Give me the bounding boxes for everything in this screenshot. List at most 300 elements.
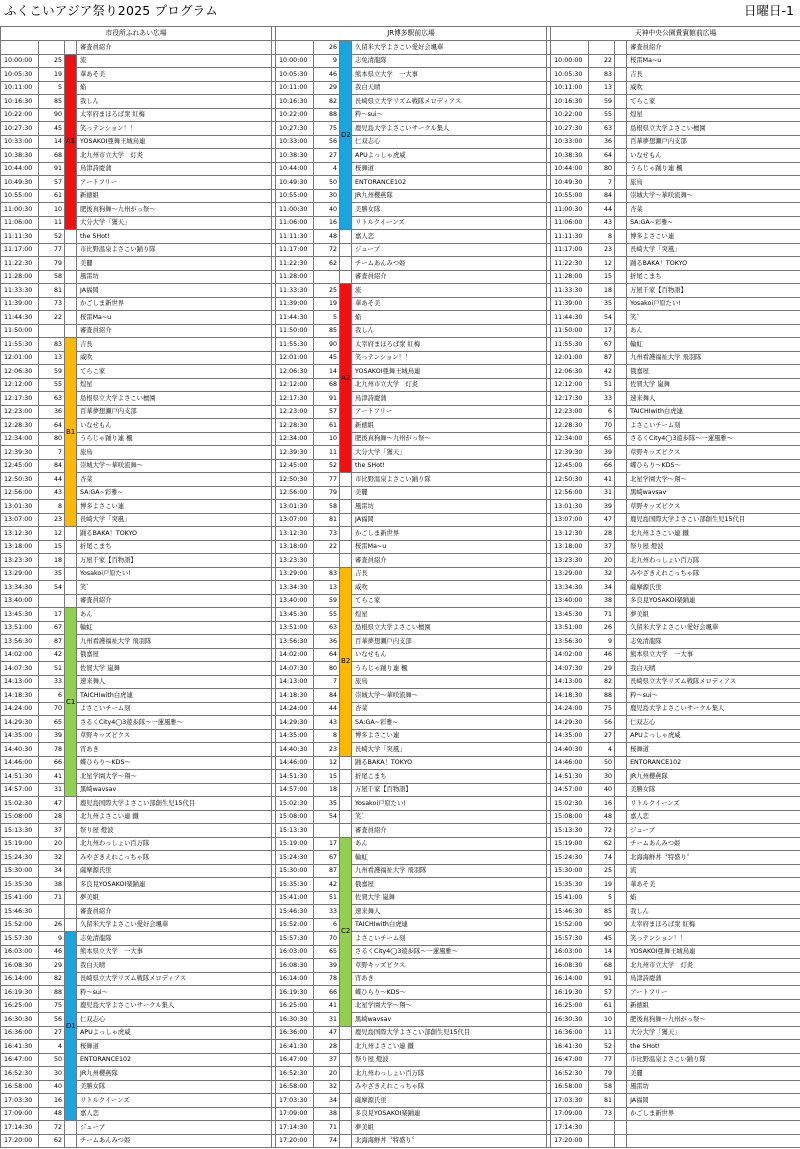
schedule-row bbox=[1, 473, 800, 487]
team-name: 多良見YOSAKOI楽踊連 bbox=[627, 594, 800, 608]
start-time: 11:00:30 bbox=[1, 203, 39, 217]
group-cell bbox=[340, 473, 352, 487]
team-name: あん bbox=[627, 324, 800, 338]
team-number: 8 bbox=[589, 230, 615, 244]
group-cell bbox=[615, 783, 627, 797]
start-time: 13:34:30 bbox=[551, 581, 589, 595]
schedule-row bbox=[1, 419, 800, 433]
start-time: 12:45:00 bbox=[1, 459, 39, 473]
group-cell bbox=[615, 405, 627, 419]
group-cell bbox=[615, 68, 627, 82]
start-time: 10:27:30 bbox=[551, 122, 589, 136]
group-cell bbox=[340, 1053, 352, 1067]
start-time: 13:01:30 bbox=[1, 500, 39, 514]
team-number: 81 bbox=[39, 284, 65, 298]
start-time: 17:20:00 bbox=[551, 1134, 589, 1148]
schedule-row bbox=[1, 1053, 800, 1067]
start-time: 11:06:00 bbox=[276, 216, 314, 230]
team-name: JA福岡 bbox=[352, 513, 547, 527]
group-cell bbox=[615, 810, 627, 824]
team-number: 12 bbox=[589, 257, 615, 271]
team-name: 久留米大学よさこい愛好会颯華 bbox=[77, 918, 272, 932]
start-time: 16:52:30 bbox=[1, 1067, 39, 1081]
team-number: 33 bbox=[314, 905, 340, 919]
start-time: 11:00:30 bbox=[551, 203, 589, 217]
team-name: 速来舞人 bbox=[352, 905, 547, 919]
team-name: ENTORANCE102 bbox=[352, 176, 547, 190]
start-time: 11:44:30 bbox=[276, 311, 314, 325]
start-time: 12:12:00 bbox=[1, 378, 39, 392]
team-name: よさこいチーム刻 bbox=[352, 932, 547, 946]
team-number: 9 bbox=[589, 635, 615, 649]
start-time: 14:40:30 bbox=[276, 743, 314, 757]
team-name: 百華夢想瀬戸内支部 bbox=[77, 405, 272, 419]
start-time: 16:03:00 bbox=[551, 945, 589, 959]
team-name: 煌星 bbox=[77, 378, 272, 392]
team-name bbox=[627, 1121, 800, 1135]
team-name: かごしま新世界 bbox=[77, 297, 272, 311]
group-badge: C1 bbox=[65, 608, 77, 797]
start-time: 10:44:00 bbox=[276, 162, 314, 176]
team-number: 67 bbox=[314, 851, 340, 865]
team-number: 36 bbox=[39, 405, 65, 419]
start-time: 14:29:30 bbox=[276, 716, 314, 730]
team-name: 輪虹 bbox=[352, 851, 547, 865]
start-time: 12:28:30 bbox=[1, 419, 39, 433]
team-name: 熊本県立大学 一大事 bbox=[352, 68, 547, 82]
team-name: 肥後真狗舞～九州がっ祭～ bbox=[352, 432, 547, 446]
team-name: 万屋千家【百物語】 bbox=[77, 554, 272, 568]
group-cell bbox=[615, 581, 627, 595]
team-name: 美勝女隊 bbox=[627, 783, 800, 797]
group-cell bbox=[615, 540, 627, 554]
start-time: 11:11:30 bbox=[1, 230, 39, 244]
team-name: 吉長 bbox=[77, 338, 272, 352]
schedule-row bbox=[1, 1040, 800, 1054]
team-name: 鹿児島大学よさこいサークル集人 bbox=[627, 702, 800, 716]
team-name: 長崎大学「突風」 bbox=[77, 513, 272, 527]
team-name: 崇城大学～華咲流舞～ bbox=[352, 689, 547, 703]
team-name: JA福岡 bbox=[627, 1094, 800, 1108]
start-time: 17:14:30 bbox=[276, 1121, 314, 1135]
team-number: 30 bbox=[39, 1067, 65, 1081]
team-name: 夢美組 bbox=[77, 891, 272, 905]
start-time: 12:06:30 bbox=[1, 365, 39, 379]
team-name: 夢美組 bbox=[352, 1121, 547, 1135]
team-number: 52 bbox=[589, 1040, 615, 1054]
schedule-row bbox=[1, 878, 800, 892]
team-name: 草野キッズピクス bbox=[77, 729, 272, 743]
start-time: 14:07:30 bbox=[1, 662, 39, 676]
schedule-row bbox=[1, 1094, 800, 1108]
start-time: 13:51:00 bbox=[276, 621, 314, 635]
team-name: 万屋千家【百物語】 bbox=[352, 783, 547, 797]
team-name: うらじゃ踊り連 楓 bbox=[77, 432, 272, 446]
start-time: 12:34:00 bbox=[276, 432, 314, 446]
team-name: 太宰府まほろば衆 紅梅 bbox=[352, 338, 547, 352]
start-time: 12:45:00 bbox=[551, 459, 589, 473]
group-cell bbox=[615, 770, 627, 784]
group-cell bbox=[615, 338, 627, 352]
team-name: 美麗 bbox=[77, 257, 272, 271]
group-cell bbox=[65, 540, 77, 554]
team-name: 鹿児島国際大学よさこい部創生児15代目 bbox=[352, 1026, 547, 1040]
start-time: 14:35:00 bbox=[276, 729, 314, 743]
start-time: 12:23:00 bbox=[276, 405, 314, 419]
team-number: 68 bbox=[314, 378, 340, 392]
schedule-row bbox=[1, 338, 800, 352]
team-number bbox=[39, 594, 65, 608]
start-time: 16:30:30 bbox=[276, 1013, 314, 1027]
start-time: 13:40:00 bbox=[551, 594, 589, 608]
team-name: 蝶ひらり～KDS～ bbox=[352, 986, 547, 1000]
team-name: ジューブ bbox=[77, 1121, 272, 1135]
team-name: 長崎大学「突風」 bbox=[352, 743, 547, 757]
team-number: 38 bbox=[589, 594, 615, 608]
group-badge: A1 bbox=[65, 54, 77, 230]
schedule-row bbox=[1, 311, 800, 325]
team-name: 華あそ美 bbox=[627, 878, 800, 892]
start-time: 15:24:30 bbox=[276, 851, 314, 865]
schedule-row bbox=[1, 189, 800, 203]
schedule-row bbox=[1, 324, 800, 338]
start-time: 12:56:00 bbox=[276, 486, 314, 500]
team-name: さるくCity4◯3遊歩隊～一蓮風雅～ bbox=[77, 716, 272, 730]
team-name: 折尾こまち bbox=[352, 770, 547, 784]
start-time: 14:24:00 bbox=[551, 702, 589, 716]
team-number: 40 bbox=[39, 1080, 65, 1094]
team-number: 26 bbox=[589, 621, 615, 635]
team-name: ENTORANCE102 bbox=[77, 1053, 272, 1067]
team-number: 65 bbox=[589, 432, 615, 446]
schedule-row bbox=[1, 905, 800, 919]
start-time: 15:02:30 bbox=[551, 797, 589, 811]
start-time: 10:05:30 bbox=[276, 68, 314, 82]
start-time: 16:36:00 bbox=[551, 1026, 589, 1040]
team-name: いなせもん bbox=[77, 419, 272, 433]
team-number: 75 bbox=[589, 702, 615, 716]
start-time: 11:55:30 bbox=[276, 338, 314, 352]
group-cell bbox=[340, 783, 352, 797]
schedule-row bbox=[1, 648, 800, 662]
start-time: 15:30:00 bbox=[276, 864, 314, 878]
schedule-row bbox=[1, 945, 800, 959]
schedule-row bbox=[1, 392, 800, 406]
schedule-row bbox=[1, 81, 800, 95]
start-time: 12:39:30 bbox=[276, 446, 314, 460]
start-time: 10:27:30 bbox=[1, 122, 39, 136]
schedule-row bbox=[1, 459, 800, 473]
group-cell bbox=[615, 986, 627, 1000]
team-name: 踊るBAKA！TOKYO bbox=[77, 527, 272, 541]
start-time: 10:22:00 bbox=[1, 108, 39, 122]
schedule-row bbox=[1, 702, 800, 716]
start-time: 16:30:30 bbox=[1, 1013, 39, 1027]
group-cell bbox=[615, 1067, 627, 1081]
team-number: 36 bbox=[589, 135, 615, 149]
start-time: 10:38:30 bbox=[276, 149, 314, 163]
start-time: 12:56:00 bbox=[551, 486, 589, 500]
start-time: 17:03:30 bbox=[276, 1094, 314, 1108]
group-cell bbox=[615, 446, 627, 460]
team-name: YOSAKOI亜舞王城鳥連 bbox=[77, 135, 272, 149]
team-number bbox=[589, 1121, 615, 1135]
schedule-row bbox=[1, 743, 800, 757]
team-number: 39 bbox=[589, 446, 615, 460]
team-number: 85 bbox=[314, 324, 340, 338]
team-name: 踊るBAKA！TOKYO bbox=[352, 756, 547, 770]
team-number: 14 bbox=[39, 135, 65, 149]
team-number: 39 bbox=[589, 500, 615, 514]
schedule-row bbox=[1, 797, 800, 811]
group-cell bbox=[615, 864, 627, 878]
team-name: 志免清龍隊 bbox=[352, 54, 547, 68]
team-name: 美麗 bbox=[352, 486, 547, 500]
group-cell bbox=[615, 392, 627, 406]
start-time: 16:41:30 bbox=[551, 1040, 589, 1054]
group-badge: D2 bbox=[340, 41, 352, 230]
start-time: 13:45:30 bbox=[1, 608, 39, 622]
team-number: 55 bbox=[314, 608, 340, 622]
team-name: 桜舞道 bbox=[352, 162, 547, 176]
group-cell bbox=[615, 837, 627, 851]
team-name: 鹿児島国際大学よさこい部創生児15代目 bbox=[77, 797, 272, 811]
team-name: 粋～sui～ bbox=[77, 986, 272, 1000]
team-number: 51 bbox=[314, 891, 340, 905]
team-number: 75 bbox=[39, 999, 65, 1013]
team-number: 47 bbox=[589, 513, 615, 527]
schedule-row bbox=[1, 1026, 800, 1040]
schedule-row bbox=[1, 297, 800, 311]
start-time: 14:51:30 bbox=[276, 770, 314, 784]
start-time: 11:39:00 bbox=[1, 297, 39, 311]
team-name: 桜雷Ma~u bbox=[352, 540, 547, 554]
group-cell bbox=[615, 1121, 627, 1135]
schedule-row bbox=[1, 176, 800, 190]
schedule-row bbox=[1, 527, 800, 541]
group-cell bbox=[340, 1067, 352, 1081]
team-number: 55 bbox=[589, 108, 615, 122]
team-number bbox=[589, 41, 615, 55]
team-number: 23 bbox=[589, 243, 615, 257]
team-number: 17 bbox=[39, 608, 65, 622]
team-number: 31 bbox=[314, 1013, 340, 1027]
schedule-row bbox=[1, 581, 800, 595]
group-cell bbox=[65, 594, 77, 608]
start-time: 16:52:30 bbox=[551, 1067, 589, 1081]
group-cell bbox=[615, 1094, 627, 1108]
group-cell bbox=[615, 500, 627, 514]
team-name: 我しん bbox=[627, 905, 800, 919]
team-number: 87 bbox=[589, 351, 615, 365]
start-time: 17:03:30 bbox=[1, 1094, 39, 1108]
group-cell bbox=[615, 41, 627, 55]
start-time: 10:49:30 bbox=[551, 176, 589, 190]
group-cell bbox=[65, 810, 77, 824]
team-number: 11 bbox=[39, 216, 65, 230]
team-name: よさこいチーム刻 bbox=[77, 702, 272, 716]
start-time: 12:39:30 bbox=[551, 446, 589, 460]
start-time: 13:23:30 bbox=[1, 554, 39, 568]
team-name: 久留米大学よさこい愛好会颯華 bbox=[627, 621, 800, 635]
group-cell bbox=[615, 689, 627, 703]
schedule-row bbox=[1, 837, 800, 851]
start-time: 14:18:30 bbox=[1, 689, 39, 703]
team-number: 66 bbox=[314, 986, 340, 1000]
start-time: 14:18:30 bbox=[276, 689, 314, 703]
team-name: 崇城大学～華咲流舞～ bbox=[77, 459, 272, 473]
schedule-row bbox=[1, 405, 800, 419]
start-time: 16:14:00 bbox=[551, 972, 589, 986]
team-number: 9 bbox=[39, 932, 65, 946]
start-time: 12:01:00 bbox=[1, 351, 39, 365]
group-cell bbox=[615, 567, 627, 581]
team-number: 43 bbox=[314, 716, 340, 730]
team-number: 62 bbox=[314, 257, 340, 271]
team-name: 祭り屋 燈波 bbox=[627, 540, 800, 554]
team-number: 50 bbox=[314, 176, 340, 190]
team-number: 67 bbox=[39, 621, 65, 635]
start-time: 17:14:30 bbox=[551, 1121, 589, 1135]
team-number: 16 bbox=[589, 797, 615, 811]
group-cell bbox=[65, 527, 77, 541]
start-time: 12:28:30 bbox=[276, 419, 314, 433]
team-name: 薩摩源氏蛍 bbox=[627, 581, 800, 595]
group-cell bbox=[340, 230, 352, 244]
team-number: 65 bbox=[314, 945, 340, 959]
start-time: 16:36:00 bbox=[1, 1026, 39, 1040]
team-number: 71 bbox=[314, 1121, 340, 1135]
group-cell bbox=[615, 918, 627, 932]
group-cell bbox=[65, 837, 77, 851]
team-name: 焔 bbox=[352, 311, 547, 325]
team-number: 12 bbox=[39, 527, 65, 541]
group-cell bbox=[615, 311, 627, 325]
team-number: 28 bbox=[314, 1040, 340, 1054]
start-time: 13:18:00 bbox=[1, 540, 39, 554]
start-time: 11:55:30 bbox=[1, 338, 39, 352]
team-number: 45 bbox=[589, 932, 615, 946]
start-time: 10:05:30 bbox=[551, 68, 589, 82]
team-name: リトルクイーンズ bbox=[352, 216, 547, 230]
team-number: 28 bbox=[589, 527, 615, 541]
start-time: 12:06:30 bbox=[276, 365, 314, 379]
team-number: 35 bbox=[589, 297, 615, 311]
team-number: 37 bbox=[589, 540, 615, 554]
title-bar bbox=[0, 0, 800, 26]
team-name: チームあんみつ姫 bbox=[352, 257, 547, 271]
team-name: ENTORANCE102 bbox=[627, 756, 800, 770]
venue-header-2: JR博多駅前広場 bbox=[276, 27, 547, 41]
team-number: 41 bbox=[314, 999, 340, 1013]
team-name: 市比野温泉よさこい踊り隊 bbox=[352, 473, 547, 487]
team-number: 83 bbox=[39, 338, 65, 352]
team-number: 9 bbox=[314, 54, 340, 68]
team-number: 91 bbox=[39, 162, 65, 176]
team-name: 夢美組 bbox=[627, 608, 800, 622]
schedule-row bbox=[1, 1134, 800, 1148]
team-number: 88 bbox=[314, 108, 340, 122]
team-number: 40 bbox=[589, 783, 615, 797]
start-time: 15:24:30 bbox=[551, 851, 589, 865]
group-badge: B1 bbox=[65, 338, 77, 527]
schedule-row bbox=[1, 365, 800, 379]
group-cell bbox=[615, 662, 627, 676]
team-number: 44 bbox=[314, 702, 340, 716]
team-number: 66 bbox=[589, 459, 615, 473]
team-name: 九州看護福祉大学 飛羽隊 bbox=[627, 351, 800, 365]
team-number: 90 bbox=[39, 108, 65, 122]
team-name: 審査員紹介 bbox=[77, 41, 272, 55]
group-cell bbox=[615, 635, 627, 649]
team-number: 48 bbox=[39, 1107, 65, 1121]
team-name: ジューブ bbox=[627, 824, 800, 838]
schedule-row bbox=[1, 149, 800, 163]
start-time: 14:24:00 bbox=[1, 702, 39, 716]
start-time: 15:35:30 bbox=[276, 878, 314, 892]
team-number: 46 bbox=[314, 68, 340, 82]
start-time: 16:36:00 bbox=[276, 1026, 314, 1040]
start-time: 10:22:00 bbox=[551, 108, 589, 122]
start-time: 12:56:00 bbox=[1, 486, 39, 500]
team-name: 北九州よさこい連 鐵 bbox=[352, 1040, 547, 1054]
team-number: 39 bbox=[39, 729, 65, 743]
team-number: 31 bbox=[589, 486, 615, 500]
team-name: 旅鳥 bbox=[627, 176, 800, 190]
day-label: 日曜日-1 bbox=[744, 3, 794, 18]
team-name bbox=[627, 1134, 800, 1148]
start-time: 13:07:00 bbox=[1, 513, 39, 527]
team-number: 70 bbox=[39, 702, 65, 716]
team-number: 7 bbox=[589, 176, 615, 190]
team-number bbox=[314, 824, 340, 838]
start-time: 16:03:00 bbox=[1, 945, 39, 959]
team-name: 黒崎wavsav bbox=[352, 1013, 547, 1027]
team-number bbox=[589, 1134, 615, 1148]
start-time: 13:34:30 bbox=[276, 581, 314, 595]
team-name: 蝶ひらり～KDS～ bbox=[77, 756, 272, 770]
group-cell bbox=[340, 1040, 352, 1054]
start-time: 14:46:00 bbox=[1, 756, 39, 770]
team-name: さるくCity4◯3遊歩隊～一蓮風雅～ bbox=[627, 432, 800, 446]
team-name: 鳥津詩慶蒲 bbox=[77, 162, 272, 176]
team-name: Yosakoi戸原たい! bbox=[77, 567, 272, 581]
schedule-row bbox=[1, 54, 800, 68]
team-number: 84 bbox=[39, 459, 65, 473]
start-time: 13:56:30 bbox=[1, 635, 39, 649]
team-name: 長崎県立大学リズム戦隊メロディアス bbox=[77, 972, 272, 986]
team-number: 87 bbox=[314, 864, 340, 878]
team-number: 34 bbox=[589, 581, 615, 595]
team-name: 笑` bbox=[352, 810, 547, 824]
group-cell bbox=[340, 243, 352, 257]
schedule-row bbox=[1, 41, 800, 55]
team-number: 64 bbox=[314, 648, 340, 662]
team-number: 22 bbox=[314, 540, 340, 554]
team-number: 51 bbox=[589, 378, 615, 392]
start-time: 13:51:00 bbox=[551, 621, 589, 635]
team-number: 78 bbox=[39, 743, 65, 757]
team-number: 91 bbox=[589, 972, 615, 986]
team-name: 審査員紹介 bbox=[77, 324, 272, 338]
team-name: 北海海鮮丼〝特盛り〞 bbox=[627, 851, 800, 865]
start-time: 13:07:00 bbox=[276, 513, 314, 527]
start-time: 11:00:30 bbox=[276, 203, 314, 217]
schedule-row bbox=[1, 824, 800, 838]
team-number: 68 bbox=[39, 149, 65, 163]
group-cell bbox=[340, 500, 352, 514]
team-number: 45 bbox=[314, 351, 340, 365]
